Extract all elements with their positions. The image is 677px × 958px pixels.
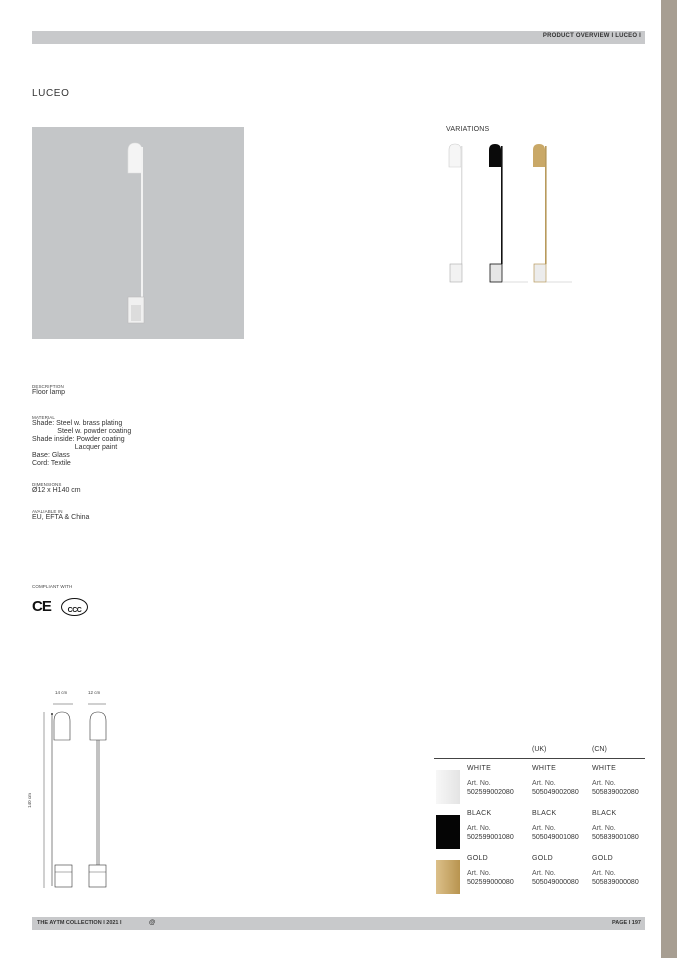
table-row-black: [434, 809, 645, 853]
ccc-mark-icon: [61, 598, 88, 616]
header-bar: [32, 31, 645, 44]
color-name: WHITE: [532, 765, 557, 772]
dimensions-block: [32, 482, 81, 495]
dimensions-value: Ø12 x H140 cm: [32, 487, 81, 494]
compliant-label: COMPLIANT WITH: [32, 584, 73, 589]
swatch-gold: [436, 860, 460, 894]
description-block: [32, 384, 65, 397]
art-number: 505049000080: [532, 879, 579, 886]
art-label: Art. No.: [467, 870, 491, 877]
cell-white-cn: [592, 764, 639, 797]
footer-page: PAGE I 197: [612, 920, 641, 926]
table-row-white: [434, 764, 645, 808]
color-name: BLACK: [532, 810, 557, 817]
art-number: 505049001080: [532, 834, 579, 841]
cell-gold-eu: [467, 854, 514, 887]
color-name: GOLD: [532, 855, 554, 862]
art-label: Art. No.: [592, 825, 616, 832]
art-number: 502599002080: [467, 789, 514, 796]
color-name: BLACK: [467, 810, 492, 817]
cell-gold-uk: [532, 854, 579, 887]
cell-gold-cn: [592, 854, 639, 887]
available-value: EU, EFTA & China: [32, 514, 90, 521]
drawing-svg: [28, 688, 118, 898]
color-name: GOLD: [592, 855, 614, 862]
art-number: 505839000080: [592, 879, 639, 886]
description-label: DESCRIPTION: [32, 384, 64, 389]
variation-gold: [533, 144, 572, 282]
cell-black-eu: [467, 809, 514, 842]
hero-lamp-illustration: [32, 127, 244, 339]
cell-black-cn: [592, 809, 639, 842]
color-name: BLACK: [592, 810, 617, 817]
compliant-block: [32, 584, 72, 589]
swatch-white: [436, 770, 460, 804]
header-cn: (CN): [592, 746, 607, 753]
height-label: 140 cm: [26, 793, 32, 808]
variation-black: [489, 144, 528, 282]
art-number: 502599001080: [467, 834, 514, 841]
variations-label: VARIATIONS: [446, 126, 490, 133]
available-label: AVALIABLE IN: [32, 509, 63, 514]
cell-black-uk: [532, 809, 579, 842]
art-label: Art. No.: [467, 780, 491, 787]
table-row-gold: [434, 854, 645, 898]
header-label: PRODUCT OVERVIEW I LUCEO I: [542, 33, 641, 39]
art-number: 505839001080: [592, 834, 639, 841]
variations-illustration: [444, 140, 578, 286]
color-name: GOLD: [467, 855, 489, 862]
swatch-black: [436, 815, 460, 849]
material-label: MATERIAL: [32, 415, 55, 420]
ce-mark-icon: CE: [32, 598, 51, 615]
product-title: LUCEO: [32, 88, 70, 99]
material-block: [32, 415, 131, 468]
art-label: Art. No.: [532, 780, 556, 787]
art-number: 505049002080: [532, 789, 579, 796]
cell-white-eu: [467, 764, 514, 797]
art-label: Art. No.: [532, 870, 556, 877]
art-number: 505839002080: [592, 789, 639, 796]
variation-white: [449, 144, 462, 282]
color-name: WHITE: [467, 765, 492, 772]
side-color-strip: [661, 0, 677, 958]
description-value: Floor lamp: [32, 389, 66, 396]
art-label: Art. No.: [592, 870, 616, 877]
width-a-label: 14 cm: [55, 690, 68, 695]
header-uk: (UK): [532, 746, 547, 753]
certification-marks: [32, 598, 92, 618]
color-name: WHITE: [592, 765, 617, 772]
footer-bar: [32, 917, 645, 930]
art-number: 502599000080: [467, 879, 514, 886]
material-value: Shade: Steel w. brass plating Steel w. powder coating Shade inside: Powder coating Lacquer paint Base: Glass Cord: Textile: [32, 420, 132, 467]
footer-collection: THE AYTM COLLECTION I 2021 I: [37, 920, 122, 926]
cell-white-uk: [532, 764, 579, 797]
art-label: Art. No.: [592, 780, 616, 787]
dimensions-label: DIMENSIONS: [32, 482, 62, 487]
instagram-icon: @: [149, 919, 156, 926]
width-b-label: 12 cm: [88, 690, 101, 695]
product-hero-image: [32, 127, 244, 339]
table-header: [434, 742, 645, 759]
ccc-mark-text: CCC: [67, 607, 82, 614]
art-label: Art. No.: [532, 825, 556, 832]
art-label: Art. No.: [467, 825, 491, 832]
availability-block: [32, 509, 89, 522]
technical-drawing: [28, 688, 118, 898]
